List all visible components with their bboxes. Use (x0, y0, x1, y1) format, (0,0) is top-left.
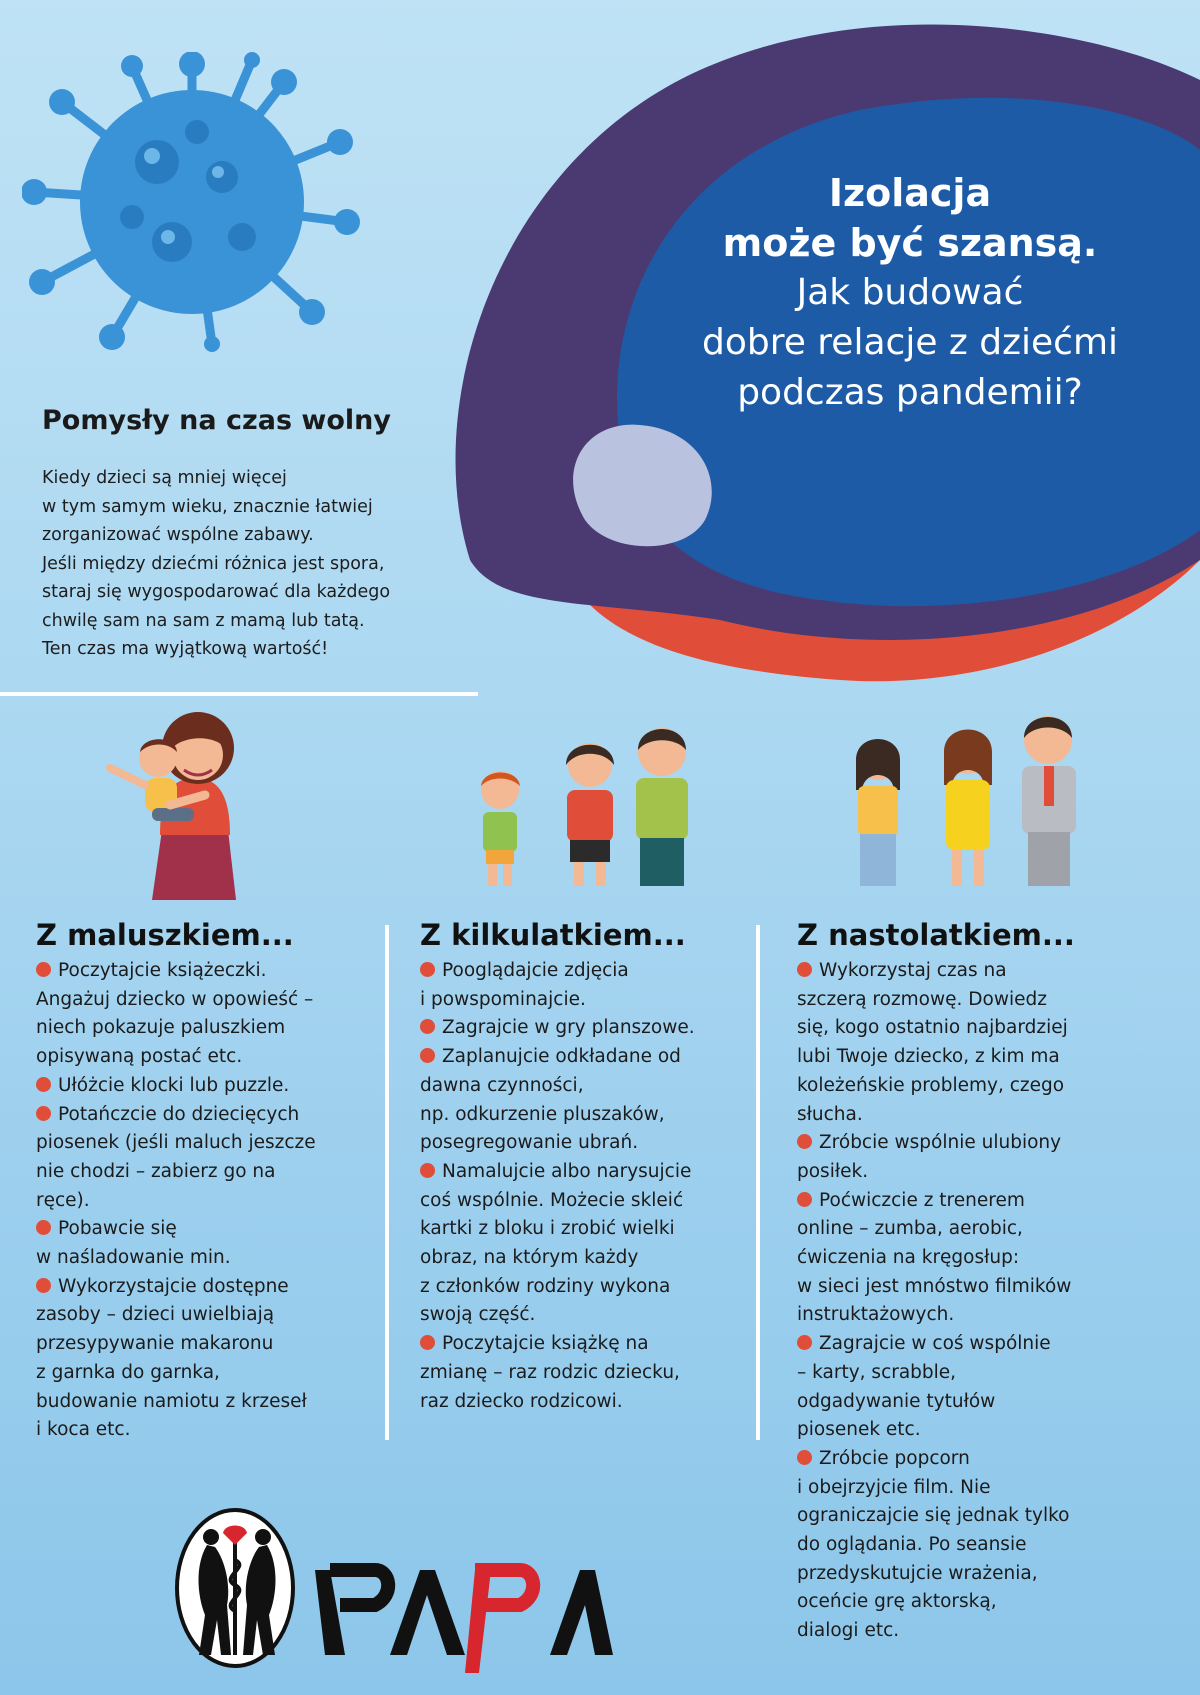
item-text: Poczytajcie książeczki. (58, 960, 267, 981)
item-text: Zagrajcie w coś wspólnie (819, 1333, 1051, 1355)
intro-text (42, 464, 502, 664)
bullet-item (797, 1330, 1157, 1359)
item-text: Potańczcie do dziecięcych (58, 1103, 300, 1125)
item-text: – karty, scrabble, (797, 1361, 957, 1383)
intro-line: Kiedy dzieci są mniej więcej (42, 468, 287, 488)
item-text: raz dziecko rodzicowi. (420, 1390, 623, 1412)
bullet-item (420, 1330, 750, 1359)
item-continuation (420, 1244, 750, 1273)
item-text: i powspominajcie. (420, 988, 586, 1010)
parpa-logo (175, 1505, 615, 1675)
item-continuation (36, 1359, 376, 1388)
item-text: z garnka do garnka, (36, 1361, 220, 1383)
bullet-dot-icon (420, 1335, 435, 1350)
item-continuation (420, 1101, 750, 1130)
item-text: Wykorzystaj czas na (819, 960, 1007, 981)
item-text: się, kogo ostatnio najbardziej (797, 1017, 1068, 1039)
bullet-item (797, 1187, 1157, 1216)
item-continuation (36, 1388, 376, 1417)
item-continuation (36, 1014, 376, 1043)
item-text: w sieci jest mnóstwo filmików (797, 1275, 1072, 1297)
item-continuation (797, 1388, 1157, 1417)
item-continuation (36, 1244, 376, 1273)
item-continuation (420, 986, 750, 1015)
item-continuation (797, 1359, 1157, 1388)
people-illustrations (0, 700, 1200, 900)
column-items (420, 957, 750, 1416)
bullet-dot-icon (797, 1450, 812, 1465)
item-text: niech pokazuje paluszkiem (36, 1017, 286, 1039)
bullet-dot-icon (36, 1106, 51, 1121)
item-continuation (797, 1043, 1157, 1072)
bullet-dot-icon (36, 1278, 51, 1293)
item-text: Pooglądajcie zdjęcia (442, 960, 629, 981)
poster-title (630, 168, 1190, 418)
item-text: ćwiczenia na kręgosłup: (797, 1247, 1020, 1269)
item-text: piosenek etc. (797, 1419, 921, 1441)
bullet-item (797, 1445, 1157, 1474)
virus-illustration (22, 52, 362, 352)
item-text: słucha. (797, 1103, 863, 1125)
bullet-item (797, 957, 1157, 986)
item-text: dawna czynności, (420, 1074, 584, 1096)
item-continuation (420, 1072, 750, 1101)
item-text: Zróbcie popcorn (819, 1447, 970, 1469)
item-continuation (797, 1531, 1157, 1560)
intro-line: zorganizować wspólne zabawy. (42, 525, 314, 545)
item-continuation (797, 1301, 1157, 1330)
item-text: Angażuj dziecko w opowieść – (36, 988, 314, 1010)
bullet-item (420, 957, 750, 986)
column-divider (756, 925, 760, 1440)
item-text: Wykorzystajcie dostępne (58, 1275, 289, 1297)
item-continuation (420, 1301, 750, 1330)
column-toddler (36, 917, 376, 1445)
item-continuation (797, 1072, 1157, 1101)
family-with-teenager-illustration (856, 716, 1076, 886)
bullet-item (36, 957, 376, 986)
item-text: ograniczajcie się jednak tylko (797, 1505, 1070, 1527)
item-continuation (797, 1416, 1157, 1445)
item-text: obraz, na którym każdy (420, 1247, 639, 1269)
item-continuation (797, 1560, 1157, 1589)
item-text: koleżeńskie problemy, czego (797, 1074, 1065, 1096)
title-line-2: może być szansą. (722, 221, 1098, 265)
item-continuation (797, 1244, 1157, 1273)
item-text: lubi Twoje dziecko, z kim ma (797, 1046, 1060, 1068)
bullet-dot-icon (420, 962, 435, 977)
intro-line: Jeśli między dziećmi różnica jest spora, (42, 553, 385, 574)
item-continuation (420, 1388, 750, 1417)
bullet-dot-icon (420, 1163, 435, 1178)
item-continuation (797, 1474, 1157, 1503)
item-text: szczerą rozmowę. Dowiedz (797, 988, 1047, 1010)
item-continuation (420, 1129, 750, 1158)
item-text: swoją część. (420, 1304, 536, 1326)
item-text: Namalujcie albo narysujcie (442, 1160, 692, 1182)
item-text: i obejrzyjcie film. Nie (797, 1476, 991, 1498)
bullet-item (36, 1215, 376, 1244)
mother-with-baby-illustration (110, 712, 236, 900)
item-text: Poćwiczcie z trenerem (819, 1189, 1025, 1211)
item-text: instruktażowych. (797, 1304, 955, 1326)
column-heading: Z nastolatkiem... (797, 918, 1075, 952)
item-text: przedyskutujcie wrażenia, (797, 1562, 1038, 1584)
item-continuation (797, 1273, 1157, 1302)
item-continuation (420, 1359, 750, 1388)
item-text: w naśladowanie min. (36, 1247, 231, 1269)
parpa-emblem-icon (177, 1510, 293, 1666)
item-continuation (36, 1330, 376, 1359)
bullet-item (420, 1158, 750, 1187)
column-divider (385, 925, 389, 1440)
bullet-item (420, 1043, 750, 1072)
item-continuation (797, 1158, 1157, 1187)
item-text: i koca etc. (36, 1419, 131, 1441)
item-continuation (797, 986, 1157, 1015)
item-continuation (797, 1014, 1157, 1043)
bullet-item (36, 1072, 376, 1101)
item-text: Poczytajcie książkę na (442, 1333, 649, 1355)
item-text: Ułóżcie klocki lub puzzle. (58, 1074, 290, 1096)
column-items (36, 957, 376, 1445)
column-teenager (797, 917, 1157, 1646)
item-text: piosenek (jeśli maluch jeszcze (36, 1132, 316, 1154)
family-with-young-child-illustration (481, 728, 688, 886)
item-text: przesypywanie makaronu (36, 1333, 274, 1355)
item-continuation (36, 1158, 376, 1187)
item-continuation (797, 1617, 1157, 1646)
bullet-dot-icon (420, 1048, 435, 1063)
item-text: dialogi etc. (797, 1620, 900, 1642)
bullet-item (797, 1129, 1157, 1158)
bullet-dot-icon (797, 1192, 812, 1207)
item-text: Zaplanujcie odkładane od (442, 1046, 681, 1068)
item-continuation (36, 1416, 376, 1445)
item-continuation (797, 1588, 1157, 1617)
intro-line: chwilę sam na sam z mamą lub tatą. (42, 610, 365, 631)
divider-line (0, 692, 478, 696)
item-text: Zróbcie wspólnie ulubiony (819, 1132, 1062, 1154)
bullet-item (36, 1101, 376, 1130)
item-continuation (420, 1273, 750, 1302)
intro-line: w tym samym wieku, znacznie łatwiej (42, 496, 373, 517)
bullet-dot-icon (420, 1019, 435, 1034)
item-text: posiłek. (797, 1160, 869, 1182)
bullet-dot-icon (797, 1335, 812, 1350)
column-items (797, 957, 1157, 1646)
bullet-dot-icon (797, 962, 812, 977)
bullet-dot-icon (36, 1220, 51, 1235)
title-line-3: Jak budować (796, 272, 1024, 313)
bullet-dot-icon (36, 1077, 51, 1092)
item-text: oceńcie grę aktorską, (797, 1591, 997, 1613)
item-text: budowanie namiotu z krzeseł (36, 1390, 307, 1412)
item-text: z członków rodziny wykona (420, 1275, 671, 1297)
bullet-item (36, 1273, 376, 1302)
title-line-5: podczas pandemii? (737, 372, 1083, 413)
item-text: Zagrajcie w gry planszowe. (442, 1017, 695, 1039)
column-heading: Z kilkulatkiem... (420, 918, 686, 952)
intro-line: staraj się wygospodarować dla każdego (42, 582, 391, 602)
item-continuation (36, 1129, 376, 1158)
item-text: posegregowanie ubrań. (420, 1132, 639, 1154)
item-text: ręce). (36, 1189, 90, 1211)
item-text: kartki z bloku i zrobić wielki (420, 1218, 675, 1240)
column-preschooler (420, 917, 750, 1416)
item-text: odgadywanie tytułów (797, 1390, 996, 1412)
item-continuation (36, 1043, 376, 1072)
item-text: nie chodzi – zabierz go na (36, 1160, 276, 1182)
item-text: coś wspólnie. Możecie skleić (420, 1189, 684, 1211)
item-continuation (797, 1215, 1157, 1244)
item-text: online – zumba, aerobic, (797, 1218, 1023, 1240)
item-continuation (36, 1187, 376, 1216)
item-text: zmianę – raz rodzic dziecku, (420, 1361, 680, 1383)
item-continuation (797, 1502, 1157, 1531)
intro-line: Ten czas ma wyjątkową wartość! (42, 639, 329, 659)
section-heading: Pomysły na czas wolny (42, 405, 391, 436)
title-line-1: Izolacja (828, 171, 992, 215)
item-continuation (420, 1187, 750, 1216)
item-continuation (420, 1215, 750, 1244)
item-continuation (797, 1101, 1157, 1130)
title-line-4: dobre relacje z dziećmi (701, 322, 1119, 363)
parpa-wordmark-graphic (315, 1570, 613, 1673)
item-text: np. odkurzenie pluszaków, (420, 1103, 665, 1125)
bullet-dot-icon (797, 1134, 812, 1149)
item-continuation (36, 1301, 376, 1330)
item-continuation (36, 986, 376, 1015)
item-text: do oglądania. Po seansie (797, 1534, 1027, 1556)
item-text: opisywaną postać etc. (36, 1046, 243, 1068)
item-text: Pobawcie się (58, 1218, 177, 1240)
item-text: zasoby – dzieci uwielbiają (36, 1304, 275, 1326)
bullet-dot-icon (36, 962, 51, 977)
bullet-item (420, 1014, 750, 1043)
column-heading: Z maluszkiem... (36, 918, 294, 952)
